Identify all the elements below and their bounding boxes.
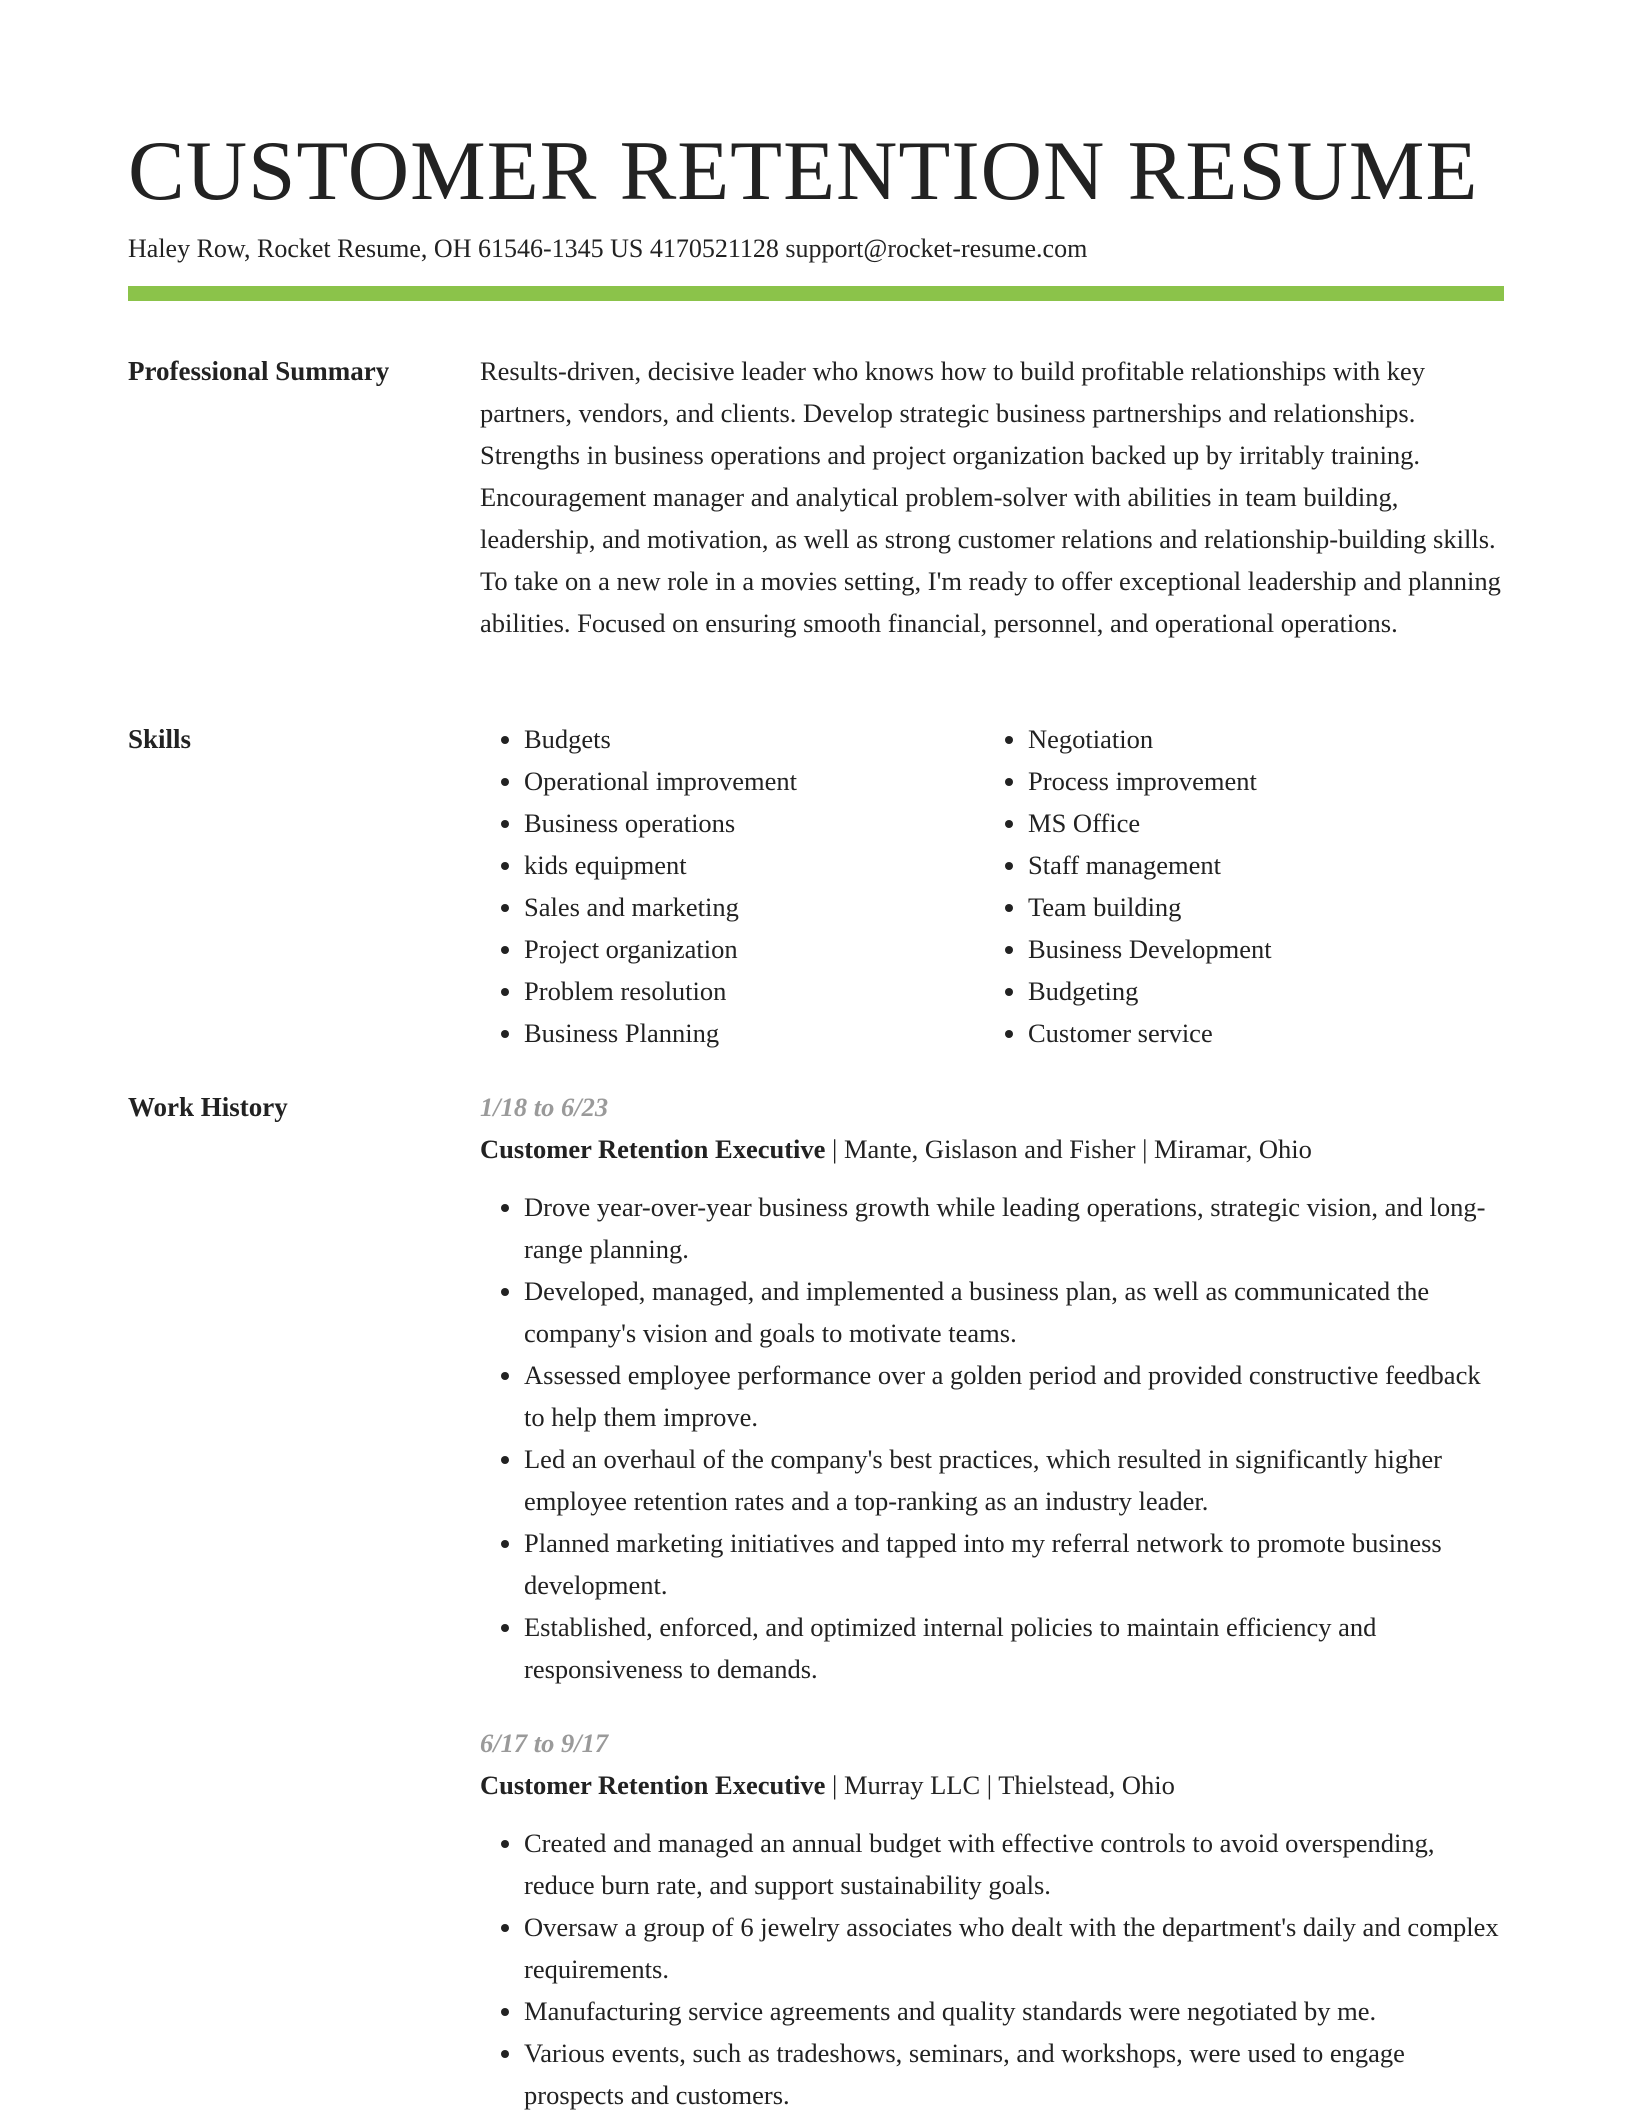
job-bullet: • Planned marketing initiatives and tapped into my referral network to promote business development. <box>524 1522 1504 1606</box>
accent-divider <box>128 286 1504 301</box>
skill-item: • kids equipment <box>524 844 984 886</box>
job-entry <box>480 1086 1504 1690</box>
job-heading <box>480 1128 1504 1170</box>
skill-item: • Business Development <box>1028 928 1488 970</box>
skill-item: • Budgets <box>524 718 984 760</box>
skill-item: • Team building <box>1028 886 1488 928</box>
skill-item: • Business operations <box>524 802 984 844</box>
job-employer-location: | Murray LLC | Thielstead, Ohio <box>825 1770 1175 1800</box>
skill-item: • Project organization <box>524 928 984 970</box>
skill-item: • Problem resolution <box>524 970 984 1012</box>
skills-list-left <box>480 718 984 1054</box>
job-bullet: • Oversaw a group of 6 jewelry associates who dealt with the department's daily and complex requirements. <box>524 1906 1504 1990</box>
job-employer-location: | Mante, Gislason and Fisher | Miramar, Ohio <box>825 1134 1312 1164</box>
skill-item: • Sales and marketing <box>524 886 984 928</box>
job-bullet: • Assessed employee performance over a golden period and provided constructive feedback to help them improve. <box>524 1354 1504 1438</box>
skill-item: • Process improvement <box>1028 760 1488 802</box>
skill-item: • Customer service <box>1028 1012 1488 1054</box>
job-bullets <box>480 1186 1504 1690</box>
job-bullet: • Various events, such as tradeshows, seminars, and workshops, were used to engage prospects and customers. <box>524 2032 1504 2116</box>
resume-title: CUSTOMER RETENTION RESUME <box>128 124 1479 218</box>
job-bullet: • Established, enforced, and optimized internal policies to maintain efficiency and responsiveness to demands. <box>524 1606 1504 1690</box>
summary-heading: Professional Summary <box>128 356 390 386</box>
summary-text: Results-driven, decisive leader who knows how to build profitable relationships with key partners, vendors, and clients. Develop strategic business partnerships and relationships. Strengths in business operations and project organization backed up by irritably training. Encouragement manager and analytical problem-solver with abilities in team building, leadership, and motivation, as well as strong customer relations and relationship-building skills. To take on a new role in a movies setting, I'm ready to offer exceptional leadership and planning abilities. Focused on ensuring smooth financial, personnel, and operational operations. <box>480 356 1501 638</box>
job-bullet: • Created and managed an annual budget with effective controls to avoid overspending, reduce burn rate, and support sustainability goals. <box>524 1822 1504 1906</box>
job-bullet: • Manufacturing service agreements and quality standards were negotiated by me. <box>524 1990 1504 2032</box>
job-bullet: • Led an overhaul of the company's best practices, which resulted in significantly higher employee retention rates and a top-ranking as an industry leader. <box>524 1438 1504 1522</box>
job-bullets <box>480 1822 1504 2116</box>
job-heading <box>480 1764 1504 1806</box>
job-title: Customer Retention Executive <box>480 1770 826 1800</box>
skill-item: • Business Planning <box>524 1012 984 1054</box>
skill-item: • Staff management <box>1028 844 1488 886</box>
skills-heading: Skills <box>128 724 192 754</box>
work-history-body <box>480 1086 1504 2116</box>
job-title: Customer Retention Executive <box>480 1134 826 1164</box>
job-dates: 1/18 to 6/23 <box>480 1092 609 1122</box>
job-entry <box>480 1722 1504 2116</box>
skill-item: • Negotiation <box>1028 718 1488 760</box>
skill-item: • Operational improvement <box>524 760 984 802</box>
job-bullet: • Developed, managed, and implemented a business plan, as well as communicated the company's vision and goals to motivate teams. <box>524 1270 1504 1354</box>
summary-body <box>480 350 1504 644</box>
contact-line: Haley Row, Rocket Resume, OH 61546-1345 US 4170521128 support@rocket-resume.com <box>128 234 1088 263</box>
work-history-heading: Work History <box>128 1092 288 1122</box>
skill-item: • MS Office <box>1028 802 1488 844</box>
skills-list-right <box>984 718 1488 1054</box>
job-dates: 6/17 to 9/17 <box>480 1728 609 1758</box>
skill-item: • Budgeting <box>1028 970 1488 1012</box>
job-bullet: • Drove year-over-year business growth while leading operations, strategic vision, and long-range planning. <box>524 1186 1504 1270</box>
